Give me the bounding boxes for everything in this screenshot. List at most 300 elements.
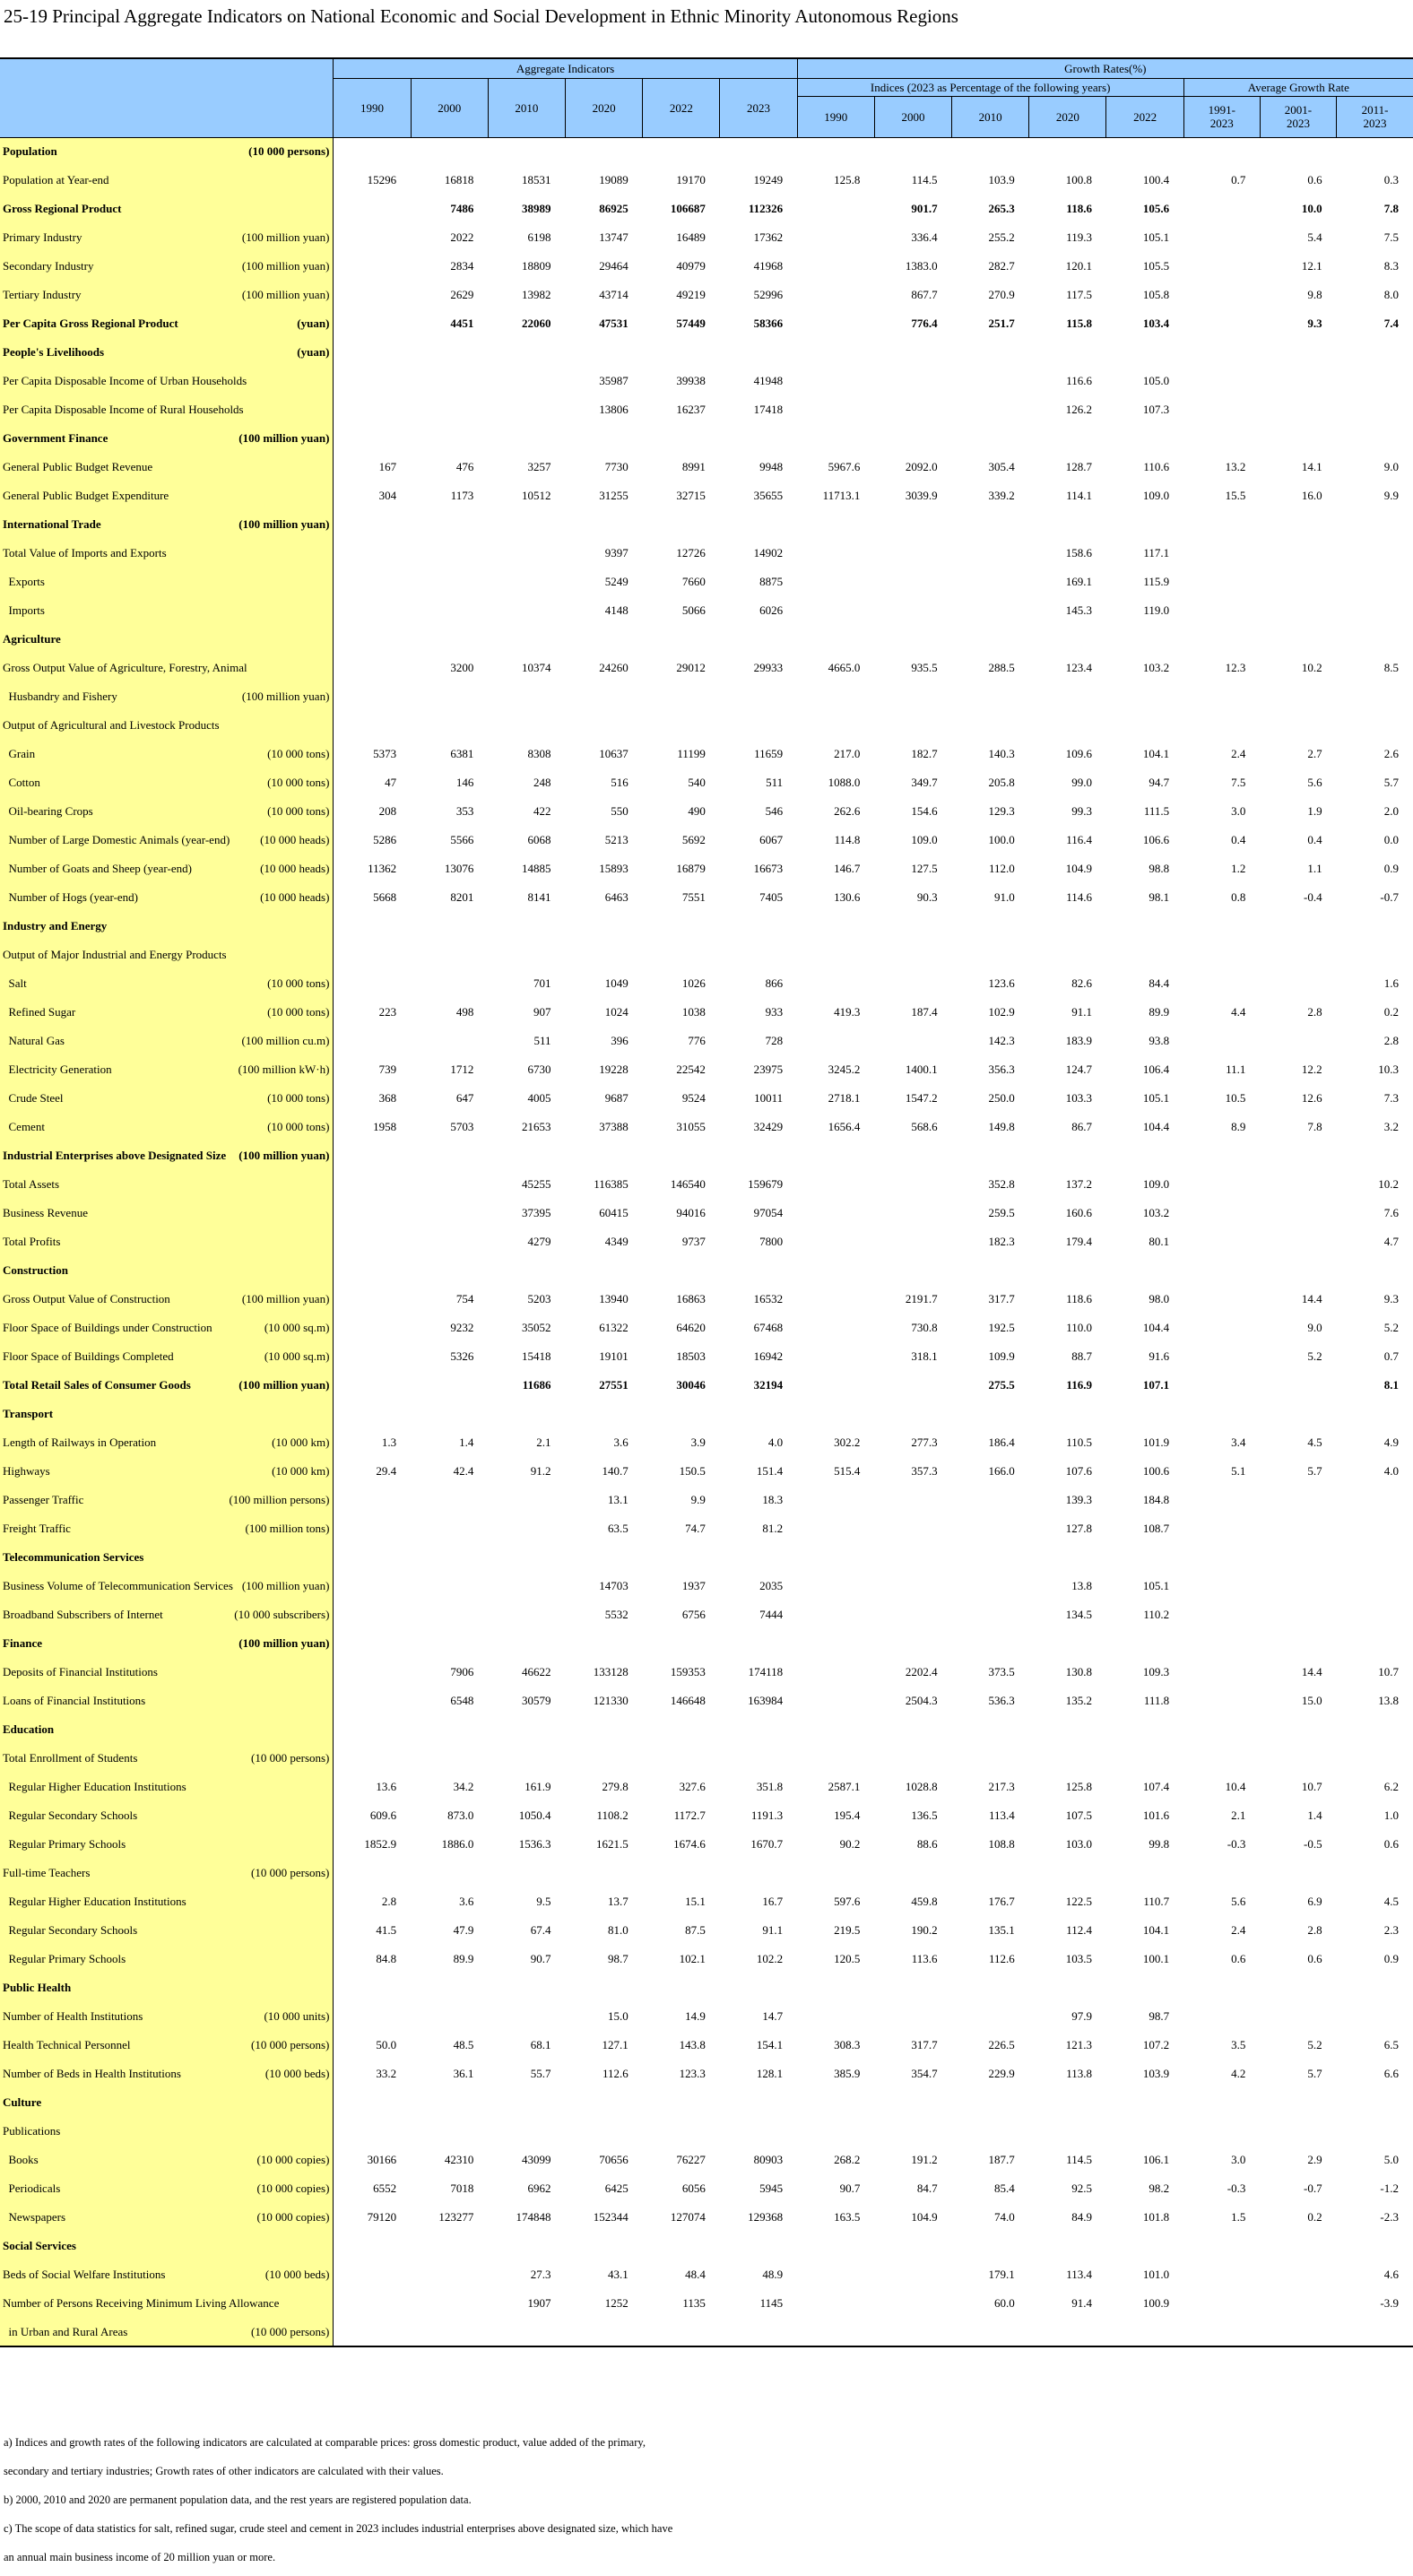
value-cell: 3.0 xyxy=(1231,804,1246,818)
value-cell xyxy=(334,281,411,309)
value-cell xyxy=(1183,1141,1260,1170)
value-cell xyxy=(334,1170,411,1199)
value-cell: 8201 xyxy=(450,890,474,904)
row-label: Primary Industry xyxy=(3,230,82,244)
row-label-cell xyxy=(0,2088,334,2117)
row-label-cell xyxy=(0,1113,334,1141)
value-cell xyxy=(1106,2232,1183,2260)
value-cell: 5213 xyxy=(604,833,628,846)
value-cell: 10.2 xyxy=(1301,661,1322,674)
value-cell xyxy=(952,568,1029,596)
value-cell: 21653 xyxy=(522,1120,551,1133)
header-index-year: 2010 xyxy=(952,96,1029,137)
section-row xyxy=(0,1400,1413,1428)
value-cell xyxy=(1029,1256,1106,1285)
value-cell: 9.5 xyxy=(536,1895,551,1908)
value-cell: 163.5 xyxy=(834,2210,861,2224)
row-unit: (10 000 persons) xyxy=(251,1751,330,1765)
row-label: Business Revenue xyxy=(3,1206,88,1219)
value-cell: 12.6 xyxy=(1301,1091,1322,1105)
value-cell: 23975 xyxy=(753,1062,784,1076)
value-cell: 2.1 xyxy=(536,1435,551,1449)
value-cell: 183.9 xyxy=(1065,1034,1092,1047)
value-cell xyxy=(952,1629,1029,1658)
value-cell: 1.1 xyxy=(1307,862,1322,875)
value-cell xyxy=(1183,912,1260,941)
value-cell xyxy=(720,711,797,740)
value-cell xyxy=(1337,539,1413,568)
value-cell: 2035 xyxy=(759,1579,784,1592)
value-cell: 107.6 xyxy=(1065,1464,1092,1478)
row-label-cell xyxy=(0,854,334,883)
row-label-cell xyxy=(0,309,334,338)
value-cell: 120.5 xyxy=(834,1952,861,1965)
value-cell: 10.0 xyxy=(1301,202,1322,215)
value-cell: 5326 xyxy=(450,1349,474,1363)
value-cell: 226.5 xyxy=(988,2038,1015,2051)
value-cell xyxy=(1183,2260,1260,2289)
value-cell xyxy=(797,1285,874,1314)
value-cell xyxy=(334,137,411,166)
indicators-table xyxy=(0,57,1413,2347)
value-cell: 55.7 xyxy=(530,2067,551,2080)
value-cell xyxy=(797,711,874,740)
row-label: Gross Regional Product xyxy=(3,202,122,215)
table-row xyxy=(0,281,1413,309)
value-cell: 154.1 xyxy=(756,2038,784,2051)
table-row xyxy=(0,1773,1413,1801)
value-cell: 114.6 xyxy=(1066,890,1092,904)
value-cell xyxy=(643,1715,720,1744)
row-unit: (100 million yuan) xyxy=(238,431,330,445)
value-cell: 100.8 xyxy=(1065,173,1092,186)
value-cell: -3.9 xyxy=(1380,2296,1399,2310)
value-cell xyxy=(1260,682,1336,711)
value-cell xyxy=(720,2117,797,2146)
value-cell xyxy=(334,682,411,711)
value-cell: 116.4 xyxy=(1066,833,1092,846)
value-cell: 5.7 xyxy=(1383,776,1399,789)
row-label: Natural Gas xyxy=(3,1034,65,1047)
value-cell: 13.7 xyxy=(607,1895,628,1908)
value-cell xyxy=(952,1256,1029,1285)
value-cell xyxy=(411,1973,488,2002)
value-cell xyxy=(1183,625,1260,654)
value-cell xyxy=(874,367,951,395)
value-cell xyxy=(797,1486,874,1514)
row-label-cell xyxy=(0,2002,334,2031)
value-cell xyxy=(1183,1543,1260,1572)
value-cell: 70656 xyxy=(599,2153,628,2166)
value-cell: 5066 xyxy=(681,603,706,617)
row-label: Oil-bearing Crops xyxy=(3,804,93,818)
value-cell xyxy=(1260,2260,1336,2289)
value-cell xyxy=(952,1715,1029,1744)
value-cell xyxy=(566,711,643,740)
value-cell: 15.5 xyxy=(1225,489,1246,502)
row-label-cell xyxy=(0,941,334,969)
value-cell: 35987 xyxy=(599,374,628,387)
value-cell: 79120 xyxy=(367,2210,397,2224)
row-label: Per Capita Disposable Income of Rural Households xyxy=(3,403,244,416)
value-cell xyxy=(643,424,720,453)
row-label: Number of Beds in Health Institutions xyxy=(3,2067,181,2080)
value-cell xyxy=(334,1371,411,1400)
row-label-cell xyxy=(0,797,334,826)
value-cell xyxy=(411,137,488,166)
value-cell: 4.6 xyxy=(1383,2268,1399,2281)
value-cell xyxy=(797,510,874,539)
value-cell xyxy=(1260,941,1336,969)
value-cell: 6.9 xyxy=(1307,1895,1322,1908)
value-cell xyxy=(1337,1572,1413,1600)
value-cell xyxy=(720,1744,797,1773)
value-cell: 0.9 xyxy=(1383,862,1399,875)
value-cell: 5566 xyxy=(450,833,474,846)
value-cell xyxy=(797,2260,874,2289)
value-cell xyxy=(643,682,720,711)
value-cell xyxy=(797,682,874,711)
row-label: Length of Railways in Operation xyxy=(3,1435,157,1449)
row-label-cell xyxy=(0,883,334,912)
value-cell: 9524 xyxy=(681,1091,706,1105)
value-cell xyxy=(411,1600,488,1629)
row-label-cell xyxy=(0,166,334,195)
value-cell: 117.1 xyxy=(1143,546,1170,559)
value-cell xyxy=(411,424,488,453)
value-cell xyxy=(1337,711,1413,740)
value-cell: 114.1 xyxy=(1066,489,1092,502)
value-cell xyxy=(874,395,951,424)
value-cell xyxy=(1337,424,1413,453)
value-cell: 265.3 xyxy=(988,202,1015,215)
value-cell xyxy=(1106,2117,1183,2146)
row-label-cell xyxy=(0,481,334,510)
value-cell xyxy=(874,2318,951,2346)
value-cell xyxy=(411,2002,488,2031)
value-cell xyxy=(1183,1170,1260,1199)
value-cell xyxy=(334,2232,411,2260)
row-label-cell xyxy=(0,539,334,568)
value-cell: 1135 xyxy=(682,2296,706,2310)
row-label: Exports xyxy=(3,575,45,588)
value-cell: 1108.2 xyxy=(596,1808,628,1822)
value-cell: 10011 xyxy=(754,1091,784,1105)
value-cell: 3.9 xyxy=(690,1435,706,1449)
value-cell xyxy=(1260,2002,1336,2031)
value-cell xyxy=(720,2318,797,2346)
row-label: Public Health xyxy=(3,1981,72,1994)
value-cell: 186.4 xyxy=(988,1435,1015,1449)
row-unit: (10 000 tons) xyxy=(267,1091,330,1105)
value-cell xyxy=(1183,1199,1260,1227)
value-cell xyxy=(797,2002,874,2031)
value-cell: 5.4 xyxy=(1307,230,1322,244)
value-cell: 99.3 xyxy=(1071,804,1092,818)
value-cell xyxy=(797,969,874,998)
value-cell: 22542 xyxy=(676,1062,706,1076)
row-label: Regular Primary Schools xyxy=(3,1837,126,1851)
value-cell: 0.2 xyxy=(1307,2210,1322,2224)
value-cell xyxy=(643,338,720,367)
value-cell xyxy=(1337,2232,1413,2260)
value-cell: 142.3 xyxy=(988,1034,1015,1047)
row-unit: (10 000 km) xyxy=(272,1464,330,1478)
value-cell xyxy=(797,223,874,252)
value-cell: 275.5 xyxy=(988,1378,1015,1392)
row-label: Deposits of Financial Institutions xyxy=(3,1665,158,1678)
row-unit: (100 million tons) xyxy=(245,1522,330,1535)
row-label: Total Value of Imports and Exports xyxy=(3,546,167,559)
value-cell: 356.3 xyxy=(988,1062,1015,1076)
value-cell xyxy=(874,1859,951,1887)
value-cell: 174118 xyxy=(748,1665,784,1678)
value-cell xyxy=(334,252,411,281)
table-row xyxy=(0,2318,1413,2346)
value-cell: 134.5 xyxy=(1065,1608,1092,1621)
value-cell xyxy=(874,137,951,166)
table-body xyxy=(0,137,1413,2346)
value-cell xyxy=(411,568,488,596)
value-cell: 114.5 xyxy=(1066,2153,1092,2166)
row-label-cell xyxy=(0,367,334,395)
value-cell xyxy=(411,1256,488,1285)
value-cell xyxy=(488,367,565,395)
value-cell: 187.7 xyxy=(988,2153,1015,2166)
value-cell xyxy=(1106,1256,1183,1285)
value-cell: 107.3 xyxy=(1142,403,1170,416)
value-cell: 419.3 xyxy=(834,1005,861,1019)
value-cell: 6425 xyxy=(604,2181,628,2195)
value-cell xyxy=(643,625,720,654)
row-label: Regular Secondary Schools xyxy=(3,1808,138,1822)
value-cell xyxy=(334,1199,411,1227)
value-cell: 2.4 xyxy=(1231,1923,1246,1937)
value-cell xyxy=(874,1514,951,1543)
row-unit: (10 000 persons) xyxy=(248,144,330,159)
value-cell: 118.6 xyxy=(1066,202,1092,215)
value-cell xyxy=(411,338,488,367)
value-cell xyxy=(1337,1543,1413,1572)
value-cell: 105.1 xyxy=(1142,1579,1170,1592)
value-cell: 2718.1 xyxy=(828,1091,861,1105)
value-cell: 2834 xyxy=(450,259,474,273)
row-label: Number of Persons Receiving Minimum Living Allowance xyxy=(3,2296,280,2310)
value-cell: 43714 xyxy=(599,288,628,301)
value-cell: 82.6 xyxy=(1071,976,1092,990)
value-cell xyxy=(1337,912,1413,941)
value-cell xyxy=(643,711,720,740)
value-cell xyxy=(411,1199,488,1227)
value-cell xyxy=(566,1744,643,1773)
row-label-cell xyxy=(0,1256,334,1285)
value-cell: 105.0 xyxy=(1142,374,1170,387)
value-cell: 104.4 xyxy=(1142,1120,1170,1133)
value-cell: 100.9 xyxy=(1142,2296,1170,2310)
value-cell: 104.4 xyxy=(1142,1321,1170,1334)
row-unit: (100 million yuan) xyxy=(238,1149,330,1162)
value-cell xyxy=(874,1486,951,1514)
value-cell xyxy=(334,1600,411,1629)
value-cell: 536.3 xyxy=(988,1694,1015,1707)
value-cell: 117.5 xyxy=(1066,288,1092,301)
value-cell xyxy=(874,2289,951,2318)
value-cell: 16237 xyxy=(676,403,706,416)
row-label-cell xyxy=(0,969,334,998)
value-cell xyxy=(874,596,951,625)
value-cell: 2629 xyxy=(450,288,474,301)
row-label: Social Services xyxy=(3,2239,76,2252)
row-label: Cotton xyxy=(3,776,40,789)
value-cell: 255.2 xyxy=(988,230,1015,244)
value-cell xyxy=(1337,338,1413,367)
value-cell xyxy=(720,1629,797,1658)
value-cell: 93.8 xyxy=(1149,1034,1170,1047)
value-cell xyxy=(566,1715,643,1744)
row-unit: (10 000 tons) xyxy=(267,976,330,990)
value-cell: 18809 xyxy=(522,259,551,273)
value-cell: 2.8 xyxy=(381,1895,397,1908)
value-cell xyxy=(1106,424,1183,453)
value-cell: 15.0 xyxy=(607,2009,628,2023)
value-cell: 7444 xyxy=(759,1608,784,1621)
value-cell: 98.8 xyxy=(1149,862,1170,875)
value-cell xyxy=(720,1256,797,1285)
value-cell: 31055 xyxy=(676,1120,706,1133)
value-cell: 873.0 xyxy=(447,1808,474,1822)
value-cell: 3.6 xyxy=(459,1895,474,1908)
value-cell xyxy=(643,1543,720,1572)
value-cell xyxy=(566,625,643,654)
value-cell: 103.2 xyxy=(1142,1206,1170,1219)
value-cell: 1050.4 xyxy=(518,1808,551,1822)
value-cell: 4279 xyxy=(527,1235,551,1248)
row-unit: (10 000 persons) xyxy=(251,2324,330,2338)
value-cell: 100.4 xyxy=(1142,173,1170,186)
value-cell: 133128 xyxy=(593,1665,628,1678)
value-cell xyxy=(1260,1400,1336,1428)
value-cell: 90.7 xyxy=(839,2181,861,2195)
value-cell: 57449 xyxy=(676,317,706,330)
value-cell: 104.1 xyxy=(1142,747,1170,760)
value-cell: 107.2 xyxy=(1142,2038,1170,2051)
value-cell: 174848 xyxy=(516,2210,551,2224)
value-cell xyxy=(411,1371,488,1400)
row-label-cell xyxy=(0,1342,334,1371)
row-unit: (10 000 heads) xyxy=(260,833,330,846)
value-cell xyxy=(1183,1744,1260,1773)
value-cell: 98.7 xyxy=(1149,2009,1170,2023)
value-cell: 87.5 xyxy=(685,1923,706,1937)
row-label-cell xyxy=(0,424,334,453)
value-cell xyxy=(797,625,874,654)
value-cell: 29933 xyxy=(753,661,784,674)
value-cell xyxy=(334,1141,411,1170)
value-cell: 76227 xyxy=(676,2153,706,2166)
value-cell: 5.1 xyxy=(1231,1464,1246,1478)
value-cell xyxy=(1106,682,1183,711)
value-cell: 270.9 xyxy=(988,288,1015,301)
value-cell: 127074 xyxy=(670,2210,706,2224)
value-cell xyxy=(643,1859,720,1887)
row-label-cell xyxy=(0,195,334,223)
value-cell: 101.9 xyxy=(1142,1435,1170,1449)
value-cell: 8991 xyxy=(681,460,706,473)
row-unit: (100 million yuan) xyxy=(238,1636,330,1650)
value-cell: 308.3 xyxy=(834,2038,861,2051)
value-cell xyxy=(1337,1256,1413,1285)
value-cell: 1145 xyxy=(759,2296,784,2310)
value-cell: 16818 xyxy=(444,173,474,186)
value-cell: 277.3 xyxy=(911,1435,938,1449)
row-label-cell xyxy=(0,2060,334,2088)
value-cell: 124.7 xyxy=(1065,1062,1092,1076)
row-label: Business Volume of Telecommunication Services xyxy=(3,1579,233,1592)
value-cell xyxy=(797,1371,874,1400)
value-cell: 40979 xyxy=(676,259,706,273)
value-cell xyxy=(797,2088,874,2117)
row-unit: (10 000 copies) xyxy=(256,2181,330,2195)
value-cell: 7660 xyxy=(681,575,706,588)
value-cell: 52996 xyxy=(753,288,784,301)
value-cell: 11.1 xyxy=(1226,1062,1246,1076)
value-cell: 113.4 xyxy=(988,1808,1015,1822)
value-cell: 97.9 xyxy=(1071,2009,1092,2023)
value-cell: 6056 xyxy=(681,2181,706,2195)
value-cell: 701 xyxy=(533,976,551,990)
value-cell: 98.2 xyxy=(1149,2181,1170,2195)
value-cell: 129.3 xyxy=(988,804,1015,818)
value-cell xyxy=(334,2117,411,2146)
value-cell xyxy=(797,539,874,568)
value-cell xyxy=(334,596,411,625)
value-cell xyxy=(797,1859,874,1887)
value-cell: 145.3 xyxy=(1065,603,1092,617)
row-unit: (10 000 subscribers) xyxy=(234,1608,330,1621)
value-cell xyxy=(488,596,565,625)
value-cell: 4.0 xyxy=(1383,1464,1399,1478)
value-cell xyxy=(1106,137,1183,166)
value-cell xyxy=(411,596,488,625)
table-row xyxy=(0,596,1413,625)
value-cell xyxy=(720,1543,797,1572)
row-label: Regular Higher Education Institutions xyxy=(3,1895,186,1908)
value-cell: 5967.6 xyxy=(828,460,861,473)
value-cell xyxy=(874,711,951,740)
value-cell: 597.6 xyxy=(834,1895,861,1908)
value-cell: 3.6 xyxy=(613,1435,628,1449)
value-cell xyxy=(488,1629,565,1658)
table-row xyxy=(0,1170,1413,1199)
value-cell xyxy=(488,137,565,166)
value-cell: 3200 xyxy=(450,661,474,674)
value-cell: 5203 xyxy=(527,1292,551,1305)
value-cell xyxy=(1183,682,1260,711)
row-label: Population at Year-end xyxy=(3,173,109,186)
value-cell xyxy=(411,395,488,424)
value-cell: 5945 xyxy=(759,2181,784,2195)
table-row xyxy=(0,453,1413,481)
value-cell: 32429 xyxy=(753,1120,784,1133)
value-cell: 30046 xyxy=(676,1378,706,1392)
footnote: b) 2000, 2010 and 2020 are permanent population data, and the rest years are registered population data. xyxy=(4,2494,472,2506)
row-label-cell xyxy=(0,1973,334,2002)
value-cell: 109.9 xyxy=(988,1349,1015,1363)
value-cell: 63.5 xyxy=(607,1522,628,1535)
value-cell xyxy=(874,539,951,568)
table-row xyxy=(0,826,1413,854)
value-cell: 15418 xyxy=(522,1349,551,1363)
